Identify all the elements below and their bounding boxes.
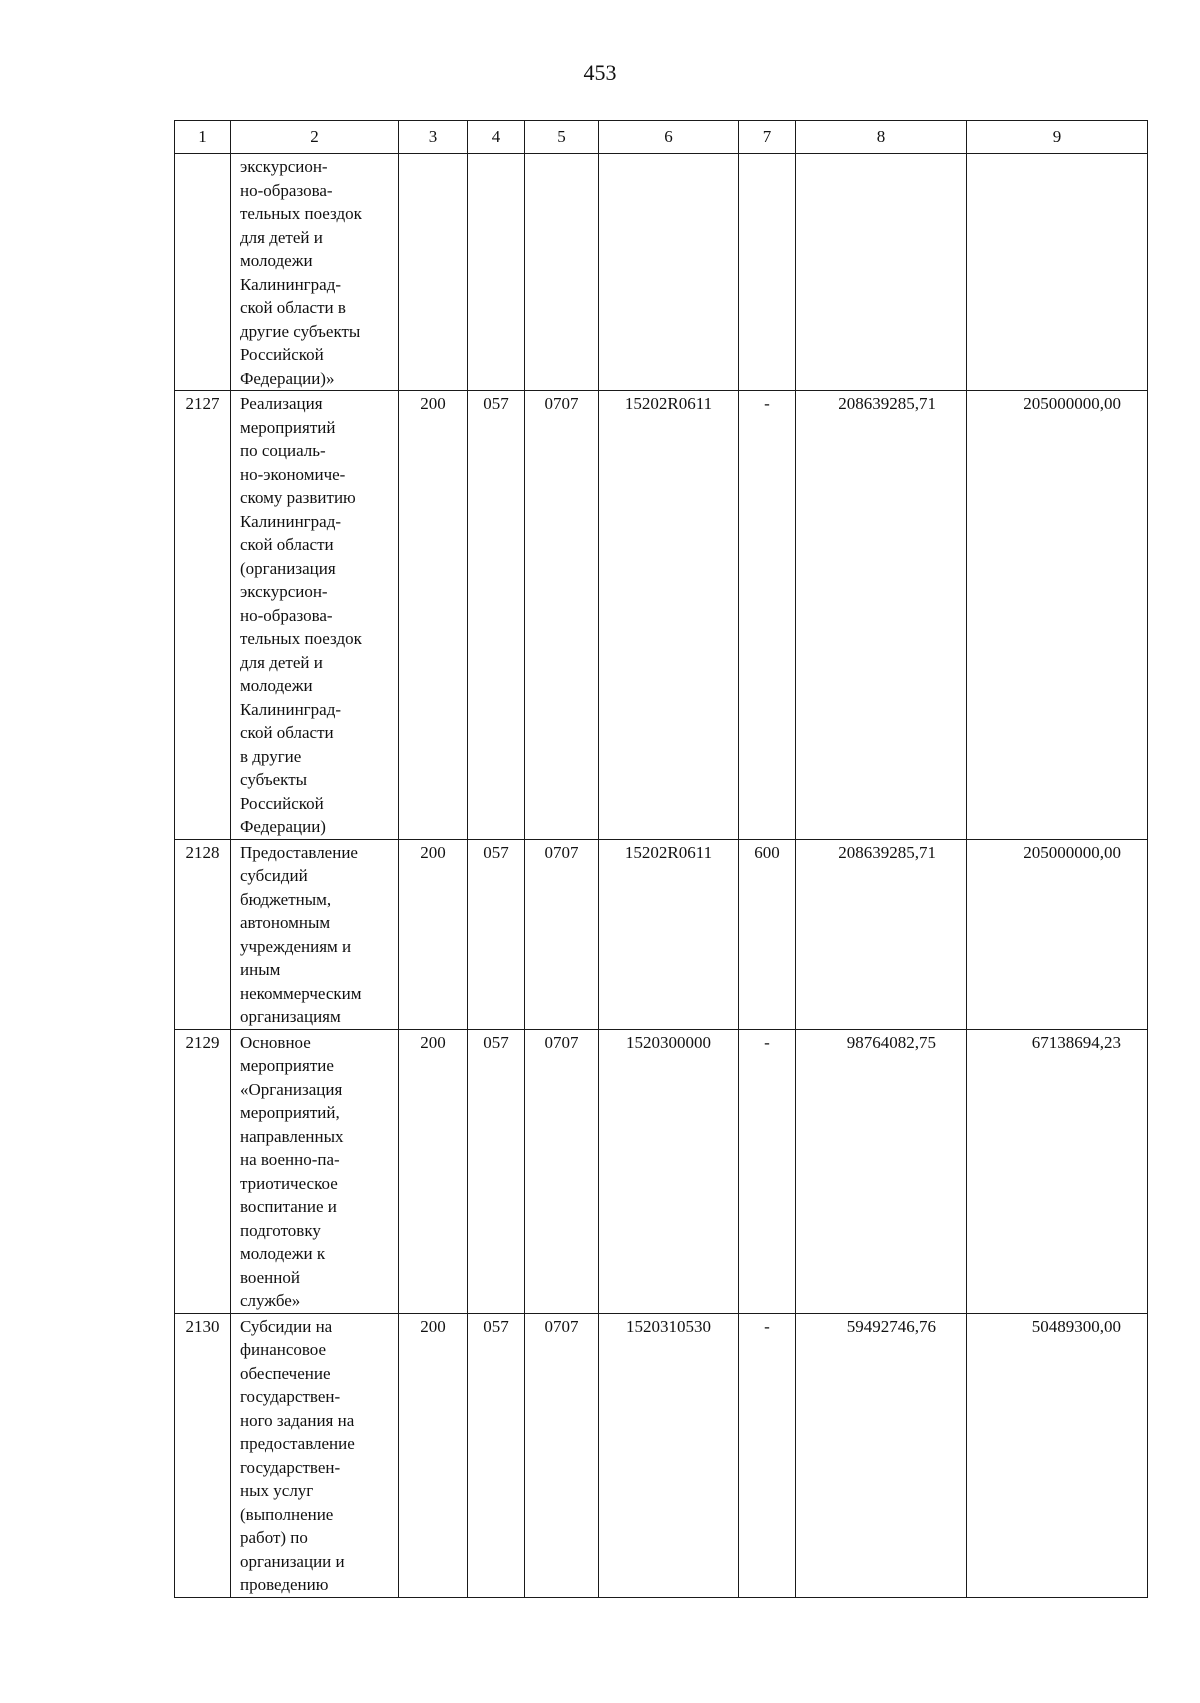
row-col-9: 205000000,00 bbox=[967, 839, 1148, 1029]
row-col-3: 200 bbox=[399, 839, 468, 1029]
row-col-6: 1520310530 bbox=[599, 1313, 739, 1597]
page-number: 453 bbox=[583, 60, 617, 85]
table-header-row bbox=[175, 121, 1148, 154]
table-row bbox=[175, 391, 1148, 840]
row-col-4: 057 bbox=[468, 1029, 525, 1313]
row-col-9: 50489300,00 bbox=[967, 1313, 1148, 1597]
column-header-3: 3 bbox=[399, 121, 468, 154]
row-col-5: 0707 bbox=[525, 839, 599, 1029]
row-col-3: 200 bbox=[399, 1313, 468, 1597]
row-number bbox=[175, 154, 231, 391]
row-number: 2127 bbox=[175, 391, 231, 840]
row-name: экскурсион- но-образова- тельных поездок для детей и молодежи Калининград- ской области в другие субъекты Российской Федерации)» bbox=[231, 154, 399, 391]
table-row bbox=[175, 1029, 1148, 1313]
row-col-7: 600 bbox=[739, 839, 796, 1029]
row-col-7: - bbox=[739, 391, 796, 840]
row-col-7: - bbox=[739, 1029, 796, 1313]
row-col-9: 205000000,00 bbox=[967, 391, 1148, 840]
row-name: Субсидии на финансовое обеспечение государствен- ного задания на предоставление государствен- ных услуг (выполнение работ) по организации и проведению bbox=[231, 1313, 399, 1597]
row-col-8: 59492746,76 bbox=[796, 1313, 967, 1597]
row-col-5: 0707 bbox=[525, 391, 599, 840]
row-col-3: 200 bbox=[399, 1029, 468, 1313]
row-col-6: 15202R0611 bbox=[599, 391, 739, 840]
table-row bbox=[175, 839, 1148, 1029]
column-header-5: 5 bbox=[525, 121, 599, 154]
row-col-5: 0707 bbox=[525, 1029, 599, 1313]
row-col-4: 057 bbox=[468, 391, 525, 840]
row-col-4: 057 bbox=[468, 839, 525, 1029]
row-col-5: 0707 bbox=[525, 1313, 599, 1597]
column-header-6: 6 bbox=[599, 121, 739, 154]
column-header-7: 7 bbox=[739, 121, 796, 154]
row-col-9: 67138694,23 bbox=[967, 1029, 1148, 1313]
row-col-8 bbox=[796, 154, 967, 391]
column-header-1: 1 bbox=[175, 121, 231, 154]
row-col-8: 208639285,71 bbox=[796, 391, 967, 840]
row-col-3 bbox=[399, 154, 468, 391]
row-name: Основное мероприятие «Организация мероприятий, направленных на военно-па- триотическое воспитание и подготовку молодежи к военной службе» bbox=[231, 1029, 399, 1313]
row-col-7: - bbox=[739, 1313, 796, 1597]
row-col-8: 208639285,71 bbox=[796, 839, 967, 1029]
column-header-4: 4 bbox=[468, 121, 525, 154]
row-col-3: 200 bbox=[399, 391, 468, 840]
row-col-4 bbox=[468, 154, 525, 391]
row-name: Предоставление субсидий бюджетным, автономным учреждениям и иным некоммерческим организациям bbox=[231, 839, 399, 1029]
row-col-7 bbox=[739, 154, 796, 391]
row-col-4: 057 bbox=[468, 1313, 525, 1597]
row-col-6: 1520300000 bbox=[599, 1029, 739, 1313]
column-header-2: 2 bbox=[231, 121, 399, 154]
row-col-6: 15202R0611 bbox=[599, 839, 739, 1029]
row-number: 2128 bbox=[175, 839, 231, 1029]
row-number: 2130 bbox=[175, 1313, 231, 1597]
row-name: Реализация мероприятий по социаль- но-экономиче- скому развитию Калининград- ской области (организация экскурсион- но-образова- тельных поездок для детей и молодежи Калининград- ской области в другие субъекты Российской Федерации) bbox=[231, 391, 399, 840]
row-col-5 bbox=[525, 154, 599, 391]
budget-table bbox=[174, 120, 1148, 1598]
row-number: 2129 bbox=[175, 1029, 231, 1313]
column-header-9: 9 bbox=[967, 121, 1148, 154]
column-header-8: 8 bbox=[796, 121, 967, 154]
table-row bbox=[175, 1313, 1148, 1597]
row-col-9 bbox=[967, 154, 1148, 391]
row-col-8: 98764082,75 bbox=[796, 1029, 967, 1313]
table-row bbox=[175, 154, 1148, 391]
row-col-6 bbox=[599, 154, 739, 391]
